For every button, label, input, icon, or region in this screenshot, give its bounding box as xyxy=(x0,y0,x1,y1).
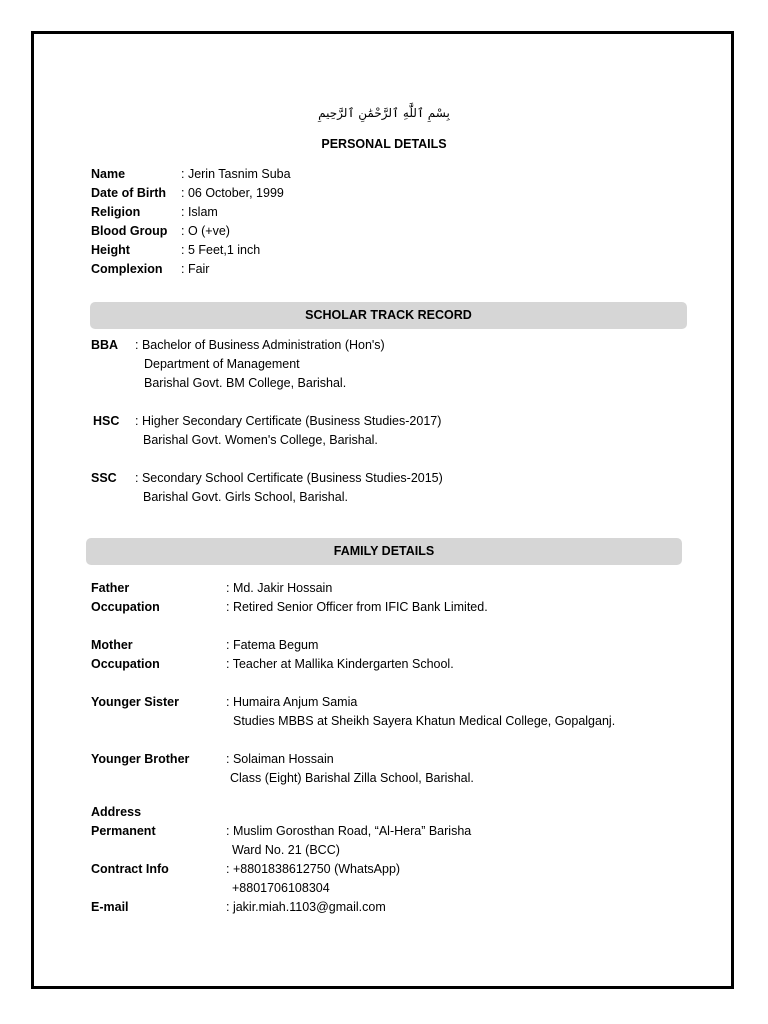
scholar-label-bba: BBA xyxy=(91,338,119,352)
family-label-contact: Contract Info xyxy=(91,862,169,876)
scholar-bba-line: Barishal Govt. BM College, Barishal. xyxy=(144,376,347,390)
family-label-email: E-mail xyxy=(91,900,129,914)
family-value-permanent: : Muslim Gorosthan Road, “Al-Hera” Barisha xyxy=(226,824,472,838)
scholar-label-ssc: SSC xyxy=(91,471,117,485)
family-value-contact: : +8801838612750 (WhatsApp) xyxy=(226,862,401,876)
bismillah-heading: بِسْمِ ٱللَّٰهِ ٱلرَّحْمَٰنِ ٱلرَّحِيمِ xyxy=(318,106,450,120)
family-value-mother: : Fatema Begum xyxy=(226,638,319,652)
personal-value-blood-group: : O (+ve) xyxy=(181,224,230,238)
family-value-brother-detail: Class (Eight) Barishal Zilla School, Barishal. xyxy=(230,771,474,785)
page-title: PERSONAL DETAILS xyxy=(321,137,447,151)
family-label-brother: Younger Brother xyxy=(91,752,190,766)
family-value-contact-alt: +8801706108304 xyxy=(232,881,330,895)
personal-value-complexion: : Fair xyxy=(181,262,210,276)
family-label-father-occupation: Occupation xyxy=(91,600,160,614)
scholar-bba-line: : Bachelor of Business Administration (Hon's) xyxy=(135,338,385,352)
personal-value-dob: : 06 October, 1999 xyxy=(181,186,284,200)
document-page xyxy=(31,31,734,989)
family-label-mother: Mother xyxy=(91,638,133,652)
family-value-sister-detail: Studies MBBS at Sheikh Sayera Khatun Medical College, Gopalganj. xyxy=(233,714,616,728)
personal-value-name: : Jerin Tasnim Suba xyxy=(181,167,291,181)
personal-label-religion: Religion xyxy=(91,205,141,219)
family-label-mother-occupation: Occupation xyxy=(91,657,160,671)
family-value-permanent-ward: Ward No. 21 (BCC) xyxy=(232,843,340,857)
personal-label-complexion: Complexion xyxy=(91,262,163,276)
scholar-ssc-line: Barishal Govt. Girls School, Barishal. xyxy=(143,490,348,504)
family-value-mother-occupation: : Teacher at Mallika Kindergarten School. xyxy=(226,657,454,671)
family-label-sister: Younger Sister xyxy=(91,695,179,709)
family-value-father: : Md. Jakir Hossain xyxy=(226,581,333,595)
personal-label-height: Height xyxy=(91,243,130,257)
scholar-hsc-line: Barishal Govt. Women's College, Barishal. xyxy=(143,433,378,447)
scholar-hsc-line: : Higher Secondary Certificate (Business Studies-2017) xyxy=(135,414,442,428)
family-label-address: Address xyxy=(91,805,142,819)
scholar-ssc-line: : Secondary School Certificate (Business Studies-2015) xyxy=(135,471,443,485)
family-section-header: FAMILY DETAILS xyxy=(86,538,682,565)
scholar-section-header: SCHOLAR TRACK RECORD xyxy=(90,302,687,329)
scholar-label-hsc: HSC xyxy=(93,414,120,428)
scholar-bba-line: Department of Management xyxy=(144,357,300,371)
family-value-father-occupation: : Retired Senior Officer from IFIC Bank Limited. xyxy=(226,600,488,614)
personal-label-dob: Date of Birth xyxy=(91,186,166,200)
family-value-email: : jakir.miah.1103@gmail.com xyxy=(226,900,386,914)
family-label-father: Father xyxy=(91,581,130,595)
family-label-permanent: Permanent xyxy=(91,824,156,838)
personal-value-religion: : Islam xyxy=(181,205,218,219)
personal-label-blood-group: Blood Group xyxy=(91,224,168,238)
family-value-brother: : Solaiman Hossain xyxy=(226,752,334,766)
family-value-sister: : Humaira Anjum Samia xyxy=(226,695,358,709)
personal-value-height: : 5 Feet,1 inch xyxy=(181,243,261,257)
personal-label-name: Name xyxy=(91,167,126,181)
